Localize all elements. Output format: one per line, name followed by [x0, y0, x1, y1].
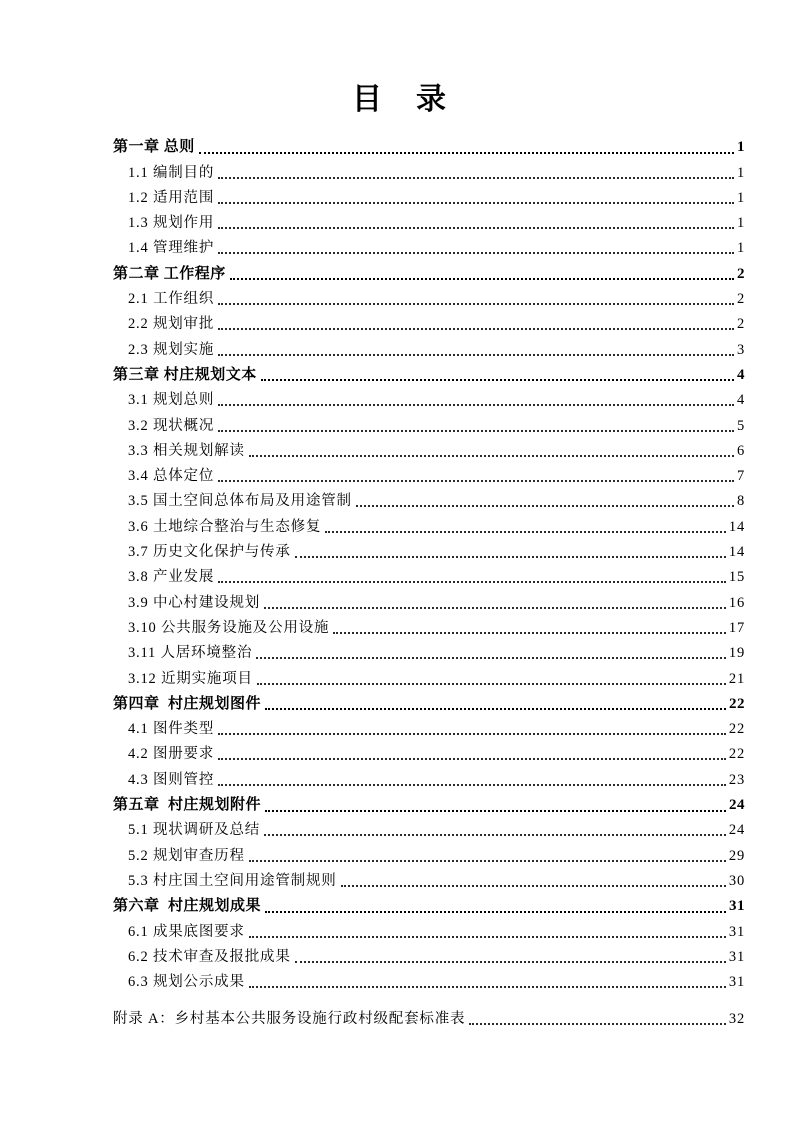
toc-entry-chapter[interactable] — [113, 891, 745, 916]
toc-entry-section[interactable] — [113, 284, 745, 309]
toc-entry-section[interactable] — [113, 486, 745, 511]
dot-leader — [218, 758, 726, 760]
toc-entry-label: 3.9 中心村建设规划 — [128, 594, 261, 611]
dot-leader — [261, 379, 734, 381]
toc-entry-page-number: 4 — [736, 392, 745, 409]
page-title: 目 录 — [352, 83, 448, 116]
dot-leader — [249, 986, 726, 988]
toc-entry-label: 4.2 图册要求 — [128, 746, 215, 763]
toc-entry-page-number: 6 — [736, 442, 745, 459]
toc-entry-section[interactable] — [113, 334, 745, 359]
toc-entry-section[interactable] — [113, 916, 745, 941]
toc-entry-section[interactable] — [113, 562, 745, 587]
toc-entry-appendix[interactable] — [113, 1004, 745, 1029]
toc-entry-section[interactable] — [113, 942, 745, 967]
toc-entry-page-number: 14 — [728, 544, 745, 561]
toc-entry-page-number: 24 — [728, 822, 745, 839]
toc-entry-label: 第四章 村庄规划图件 — [113, 695, 262, 712]
toc-entry-section[interactable] — [113, 410, 745, 435]
toc-entry-page-number: 15 — [728, 569, 745, 586]
dot-leader — [218, 303, 734, 305]
toc-entry-chapter[interactable] — [113, 360, 745, 385]
toc-entry-label: 4.1 图件类型 — [128, 721, 215, 738]
toc-entry-section[interactable] — [113, 714, 745, 739]
dot-leader — [265, 911, 726, 913]
toc-entry-page-number: 31 — [728, 974, 745, 991]
toc-entry-label: 3.2 现状概况 — [128, 417, 215, 434]
toc-entry-page-number: 24 — [729, 797, 745, 814]
toc-entry-page-number: 14 — [728, 518, 745, 535]
toc-entry-label: 1.4 管理维护 — [128, 240, 215, 257]
toc-entry-chapter[interactable] — [113, 132, 745, 157]
toc-entry-section[interactable] — [113, 587, 745, 612]
toc-entry-label: 3.3 相关规划解读 — [128, 442, 245, 459]
toc-entry-section[interactable] — [113, 815, 745, 840]
toc-entry-page-number: 7 — [736, 468, 745, 485]
toc-entry-chapter[interactable] — [113, 258, 745, 283]
toc-entry-section[interactable] — [113, 866, 745, 891]
toc-entry-label: 6.2 技术审查及报批成果 — [128, 948, 291, 965]
dot-leader — [341, 885, 726, 887]
dot-leader — [249, 860, 726, 862]
toc-entry-section[interactable] — [113, 663, 745, 688]
toc-entry-section[interactable] — [113, 537, 745, 562]
dot-leader — [333, 632, 726, 634]
toc-entry-label: 3.10 公共服务设施及公用设施 — [128, 619, 330, 636]
dot-leader — [356, 505, 734, 507]
toc-entry-label: 5.3 村庄国土空间用途管制规则 — [128, 872, 337, 889]
toc-entry-page-number: 2 — [737, 265, 745, 282]
toc-entry-page-number: 22 — [728, 746, 745, 763]
toc-entry-section[interactable] — [113, 309, 745, 334]
toc-entry-section[interactable] — [113, 208, 745, 233]
toc-entry-page-number: 1 — [736, 164, 745, 181]
toc-entry-label: 3.4 总体定位 — [128, 468, 215, 485]
toc-entry-page-number: 3 — [736, 341, 745, 358]
dot-leader — [264, 607, 726, 609]
dot-leader — [295, 961, 726, 963]
toc-list — [113, 132, 745, 1029]
dot-leader — [264, 834, 726, 836]
dot-leader — [257, 683, 726, 685]
toc-entry-page-number: 21 — [728, 670, 745, 687]
toc-entry-label: 1.3 规划作用 — [128, 215, 215, 232]
toc-entry-page-number: 29 — [728, 847, 745, 864]
dot-leader — [230, 278, 734, 280]
toc-entry-page-number: 1 — [736, 215, 745, 232]
toc-entry-chapter[interactable] — [113, 689, 745, 714]
toc-entry-label: 第二章 工作程序 — [113, 265, 226, 282]
toc-entry-label: 3.11 人居环境整治 — [128, 645, 253, 662]
dot-leader — [249, 936, 726, 938]
toc-entry-section[interactable] — [113, 764, 745, 789]
dot-leader — [295, 556, 726, 558]
toc-entry-page-number: 1 — [737, 139, 745, 156]
toc-entry-label: 3.6 土地综合整治与生态修复 — [128, 518, 322, 535]
toc-entry-page-number: 22 — [728, 721, 745, 738]
toc-entry-section[interactable] — [113, 967, 745, 992]
toc-entry-label: 1.1 编制目的 — [128, 164, 215, 181]
toc-entry-page-number: 23 — [728, 771, 745, 788]
dot-leader — [218, 202, 734, 204]
toc-entry-page-number: 22 — [729, 695, 745, 712]
toc-entry-label: 2.2 规划审批 — [128, 316, 215, 333]
dot-leader — [325, 531, 726, 533]
toc-entry-label: 第五章 村庄规划附件 — [113, 797, 262, 814]
toc-entry-label: 第三章 村庄规划文本 — [113, 366, 257, 383]
toc-entry-section[interactable] — [113, 436, 745, 461]
toc-entry-section[interactable] — [113, 739, 745, 764]
dot-leader — [218, 404, 734, 406]
dot-leader — [218, 784, 726, 786]
toc-entry-section[interactable] — [113, 157, 745, 182]
dot-leader — [218, 328, 734, 330]
toc-entry-label: 3.12 近期实施项目 — [128, 670, 253, 687]
toc-entry-section[interactable] — [113, 511, 745, 536]
toc-entry-page-number: 2 — [736, 316, 745, 333]
toc-entry-label: 第六章 村庄规划成果 — [113, 898, 262, 915]
toc-entry-page-number: 5 — [736, 417, 745, 434]
toc-entry-page-number: 32 — [728, 1011, 745, 1028]
dot-leader — [218, 430, 734, 432]
toc-entry-section[interactable] — [113, 840, 745, 865]
dot-leader — [218, 354, 734, 356]
toc-entry-label: 6.3 规划公示成果 — [128, 974, 245, 991]
toc-entry-page-number: 4 — [737, 366, 745, 383]
toc-entry-section[interactable] — [113, 233, 745, 258]
toc-entry-page-number: 31 — [729, 898, 745, 915]
toc-entry-section[interactable] — [113, 461, 745, 486]
toc-entry-label: 4.3 图则管控 — [128, 771, 215, 788]
toc-entry-section[interactable] — [113, 385, 745, 410]
toc-entry-page-number: 1 — [736, 240, 745, 257]
toc-entry-section[interactable] — [113, 638, 745, 663]
dot-leader — [218, 733, 726, 735]
toc-entry-label: 2.1 工作组织 — [128, 291, 215, 308]
toc-entry-page-number: 31 — [728, 923, 745, 940]
toc-entry-label: 5.1 现状调研及总结 — [128, 822, 261, 839]
dot-leader — [469, 1023, 726, 1025]
dot-leader — [218, 177, 734, 179]
toc-entry-section[interactable] — [113, 613, 745, 638]
dot-leader — [265, 708, 726, 710]
toc-entry-page-number: 19 — [728, 645, 745, 662]
toc-entry-page-number: 31 — [728, 948, 745, 965]
toc-entry-label: 附录 A：乡村基本公共服务设施行政村级配套标准表 — [113, 1011, 466, 1028]
toc-entry-page-number: 8 — [736, 493, 745, 510]
toc-entry-label: 第一章 总则 — [113, 139, 195, 156]
dot-leader — [256, 657, 726, 659]
toc-entry-section[interactable] — [113, 183, 745, 208]
toc-entry-page-number: 16 — [728, 594, 745, 611]
dot-leader — [218, 227, 734, 229]
toc-entry-label: 3.5 国土空间总体布局及用途管制 — [128, 493, 352, 510]
toc-entry-label: 6.1 成果底图要求 — [128, 923, 245, 940]
dot-leader — [265, 810, 726, 812]
toc-entry-label: 1.2 适用范围 — [128, 189, 215, 206]
toc-entry-page-number: 1 — [736, 189, 745, 206]
toc-entry-page-number: 17 — [728, 619, 745, 636]
dot-leader — [218, 581, 726, 583]
toc-entry-label: 2.3 规划实施 — [128, 341, 215, 358]
dot-leader — [199, 152, 734, 154]
toc-entry-label: 3.1 规划总则 — [128, 392, 215, 409]
toc-entry-page-number: 30 — [728, 872, 745, 889]
dot-leader — [218, 252, 734, 254]
dot-leader — [218, 480, 734, 482]
toc-entry-page-number: 2 — [736, 291, 745, 308]
toc-entry-chapter[interactable] — [113, 790, 745, 815]
dot-leader — [249, 455, 734, 457]
toc-entry-label: 5.2 规划审查历程 — [128, 847, 245, 864]
toc-entry-label: 3.7 历史文化保护与传承 — [128, 544, 291, 561]
toc-entry-label: 3.8 产业发展 — [128, 569, 215, 586]
